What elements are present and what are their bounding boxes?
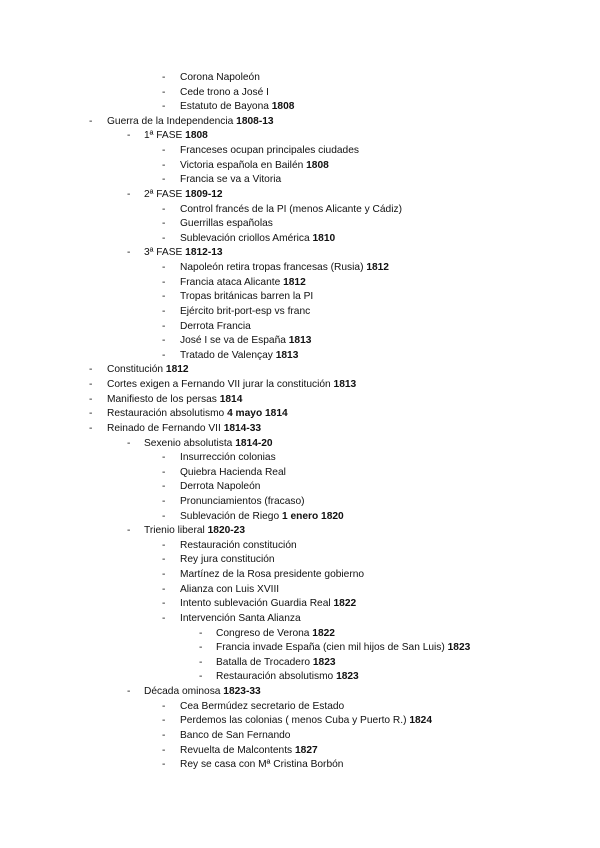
bullet-dash: - [162,101,166,113]
outline-text [180,305,310,320]
outline-item [0,597,600,612]
outline-text [216,670,359,685]
item-label: Revuelta de Malcontents [180,744,293,756]
outline-text [180,510,344,525]
outline-item [0,466,600,481]
item-label: Guerra de la Independencia [107,115,234,127]
outline-text [180,71,260,86]
bullet-dash: - [162,744,166,756]
bullet-dash: - [127,188,131,200]
bullet-dash: - [89,393,93,405]
item-date: 1813 [275,349,299,361]
outline-item [0,349,600,364]
item-label: Sexenio absolutista [144,437,233,449]
bullet-dash: - [162,86,166,98]
item-date: 1810 [312,232,336,244]
item-label: Control francés de la PI (menos Alicante y Cádiz) [180,203,402,215]
item-label: Alianza con Luis XVIII [180,583,280,595]
item-label: Sublevación de Riego [180,510,280,522]
item-label: 2ª FASE [144,188,183,200]
outline-item [0,422,600,437]
item-label: Congreso de Verona [216,627,310,639]
outline-text [216,627,335,642]
item-label: Restauración absolutismo [216,671,334,683]
outline-text [180,480,260,495]
bullet-dash: - [199,642,203,654]
bullet-dash: - [89,408,93,420]
outline-text [107,422,261,437]
bullet-dash: - [162,481,166,493]
item-label: Cortes exigen a Fernando VII jurar la constitución [107,379,331,391]
item-date: 1820-23 [207,525,246,537]
item-label: Banco de San Fernando [180,729,291,741]
outline-item [0,378,600,393]
outline-item [0,261,600,276]
outline-item [0,86,600,101]
item-date: 1 enero 1820 [281,510,344,522]
outline-text [180,729,290,744]
item-label: Década ominosa [144,686,221,698]
item-label: Guerrillas españolas [180,218,273,230]
item-date: 1813 [333,379,357,391]
bullet-dash: - [162,700,166,712]
item-date: 1808 [306,159,329,171]
item-date: 1808 [185,130,208,142]
outline-text [180,451,276,466]
bullet-dash: - [162,291,166,303]
outline-item [0,363,600,378]
bullet-dash: - [89,364,93,376]
bullet-dash: - [162,554,166,566]
item-label: Tropas británicas barren la PI [180,291,314,303]
outline-item [0,583,600,598]
outline-text [144,129,208,144]
item-label: Batalla de Trocadero [216,656,311,668]
outline-text [180,539,297,554]
bullet-dash: - [162,203,166,215]
outline-item [0,451,600,466]
item-label: Cede trono a José I [180,86,269,98]
item-date: 1823-33 [223,686,261,698]
bullet-dash: - [162,759,166,771]
outline-item [0,290,600,305]
bullet-dash: - [162,232,166,244]
outline-item [0,305,600,320]
item-label: Cea Bermúdez secretario de Estado [180,700,345,712]
outline-item [0,641,600,656]
item-label: Intento sublevación Guardia Real [180,598,331,610]
bullet-dash: - [162,569,166,581]
outline-item [0,188,600,203]
bullet-dash: - [162,539,166,551]
outline-text [180,495,305,510]
outline-text [180,276,306,291]
outline-text [107,393,242,408]
item-label: Victoria española en Bailén [180,159,304,171]
outline-item [0,539,600,554]
bullet-dash: - [162,174,166,186]
outline-item [0,437,600,452]
item-label: 1ª FASE [144,130,183,142]
item-label: Insurrección colonias [180,452,276,464]
item-date: 1814-20 [235,437,273,449]
outline-text [216,656,336,671]
item-label: Restauración constitución [180,539,297,551]
outline-item [0,758,600,773]
outline-text [180,320,251,335]
item-label: José I se va de España [180,335,286,347]
bullet-dash: - [199,671,203,683]
outline-item [0,217,600,232]
item-date: 4 mayo 1814 [227,408,288,420]
outline-text [144,437,273,452]
outline-text [180,466,286,481]
outline-text [216,641,470,656]
outline-text [180,100,294,115]
outline-item [0,203,600,218]
item-label: Rey jura constitución [180,554,275,566]
item-label: Franceses ocupan principales ciudades [180,145,359,157]
item-label: Francia invade España (cien mil hijos de San Luis) [216,642,445,654]
outline-text [180,290,313,305]
bullet-dash: - [162,612,166,624]
bullet-dash: - [162,145,166,157]
outline-text [180,86,269,101]
item-label: Trienio liberal [144,525,205,537]
outline-text [180,758,343,773]
outline-item [0,246,600,261]
outline-text [180,159,329,174]
outline-item [0,510,600,525]
item-label: Francia se va a Vitoria [180,174,282,186]
outline-item [0,656,600,671]
item-label: Corona Napoleón [180,72,260,83]
bullet-dash: - [162,583,166,595]
outline-item [0,232,600,247]
bullet-dash: - [127,525,131,537]
outline-item [0,144,600,159]
bullet-dash: - [162,349,166,361]
outline-text [180,553,275,568]
item-date: 1812 [366,262,389,274]
outline-item [0,729,600,744]
item-label: Napoleón retira tropas francesas (Rusia) [180,262,364,274]
bullet-dash: - [127,686,131,698]
outline-item [0,553,600,568]
outline-text [180,744,318,759]
outline-item [0,115,600,130]
item-date: 1812 [283,276,306,288]
bullet-dash: - [162,320,166,332]
outline-text [180,568,364,583]
item-date: 1809-12 [185,188,223,200]
outline-item [0,480,600,495]
item-label: Intervención Santa Alianza [180,612,301,624]
outline-item [0,612,600,627]
item-label: Constitución [107,364,164,376]
item-label: Tratado de Valençay [180,349,273,361]
outline-text [144,685,261,700]
outline-item [0,670,600,685]
outline-text [107,115,274,130]
outline-item [0,524,600,539]
item-label: Reinado de Fernando VII [107,422,221,434]
item-label: Restauración absolutismo [107,408,225,420]
item-label: Ejército brit-port-esp vs franc [180,305,311,317]
outline-item [0,714,600,729]
item-date: 1823 [336,671,359,683]
bullet-dash: - [89,379,93,391]
outline-text [180,597,356,612]
item-date: 1823 [447,642,471,654]
outline-item [0,685,600,700]
bullet-dash: - [162,452,166,464]
item-label: Perdemos las colonias ( menos Cuba y Puerto R.) [180,715,407,727]
outline-text [107,363,189,378]
bullet-dash: - [89,422,93,434]
outline-text [180,714,432,729]
bullet-dash: - [89,115,93,127]
bullet-dash: - [162,729,166,741]
bullet-dash: - [199,627,203,639]
item-label: Quiebra Hacienda Real [180,466,286,478]
item-label: 3ª FASE [144,247,183,259]
item-date: 1822 [312,627,335,639]
outline-text [144,188,223,203]
outline-item [0,71,600,86]
item-date: 1814-33 [223,422,262,434]
bullet-dash: - [127,247,131,259]
bullet-dash: - [162,715,166,727]
bullet-dash: - [162,305,166,317]
outline-item [0,320,600,335]
outline-text [144,246,223,261]
item-date: 1822 [333,598,357,610]
item-date: 1808-13 [236,115,274,127]
item-date: 1813 [288,335,312,347]
outline-text [180,612,301,627]
bullet-dash: - [127,130,131,142]
outline-text [107,378,356,393]
outline-item [0,276,600,291]
outline-item [0,173,600,188]
outline-text [180,232,335,247]
item-date: 1808 [271,101,295,113]
outline-text [180,144,359,159]
outline-item [0,129,600,144]
outline-text [144,524,245,539]
outline-item [0,495,600,510]
item-date: 1812-13 [185,247,223,259]
item-date: 1814 [219,393,243,405]
item-label: Rey se casa con Mª Cristina Borbón [180,759,344,771]
item-label: Pronunciamientos (fracaso) [180,495,305,507]
outline-text [180,334,311,349]
item-label: Sublevación criollos América [180,232,310,244]
bullet-dash: - [127,437,131,449]
outline-text [107,407,288,422]
outline-item [0,334,600,349]
outline-item [0,700,600,715]
outline-text [180,261,389,276]
outline-item [0,744,600,759]
bullet-dash: - [162,159,166,171]
outline-item [0,393,600,408]
bullet-dash: - [199,656,203,668]
bullet-dash: - [162,72,166,83]
item-label: Francia ataca Alicante [180,276,281,288]
bullet-dash: - [162,335,166,347]
item-label: Manifiesto de los persas [107,393,217,405]
bullet-dash: - [162,495,166,507]
outline-text [180,203,402,218]
outline-item [0,100,600,115]
item-date: 1823 [312,656,336,668]
outline-item [0,159,600,174]
item-label: Derrota Napoleón [180,481,261,493]
outline-text [180,173,281,188]
outline-text [180,700,344,715]
outline-text [180,217,273,232]
item-date: 1824 [409,715,433,727]
outline-text [180,583,279,598]
outline-item [0,568,600,583]
bullet-dash: - [162,218,166,230]
bullet-dash: - [162,466,166,478]
outline-item [0,407,600,422]
outline-item [0,627,600,642]
item-date: 1827 [294,744,318,756]
bullet-dash: - [162,598,166,610]
bullet-dash: - [162,262,166,274]
item-label: Derrota Francia [180,320,251,332]
item-label: Estatuto de Bayona [180,101,269,113]
item-label: Martínez de la Rosa presidente gobierno [180,569,365,581]
outline-text [180,349,298,364]
item-date: 1812 [165,364,189,376]
bullet-dash: - [162,510,166,522]
bullet-dash: - [162,276,166,288]
